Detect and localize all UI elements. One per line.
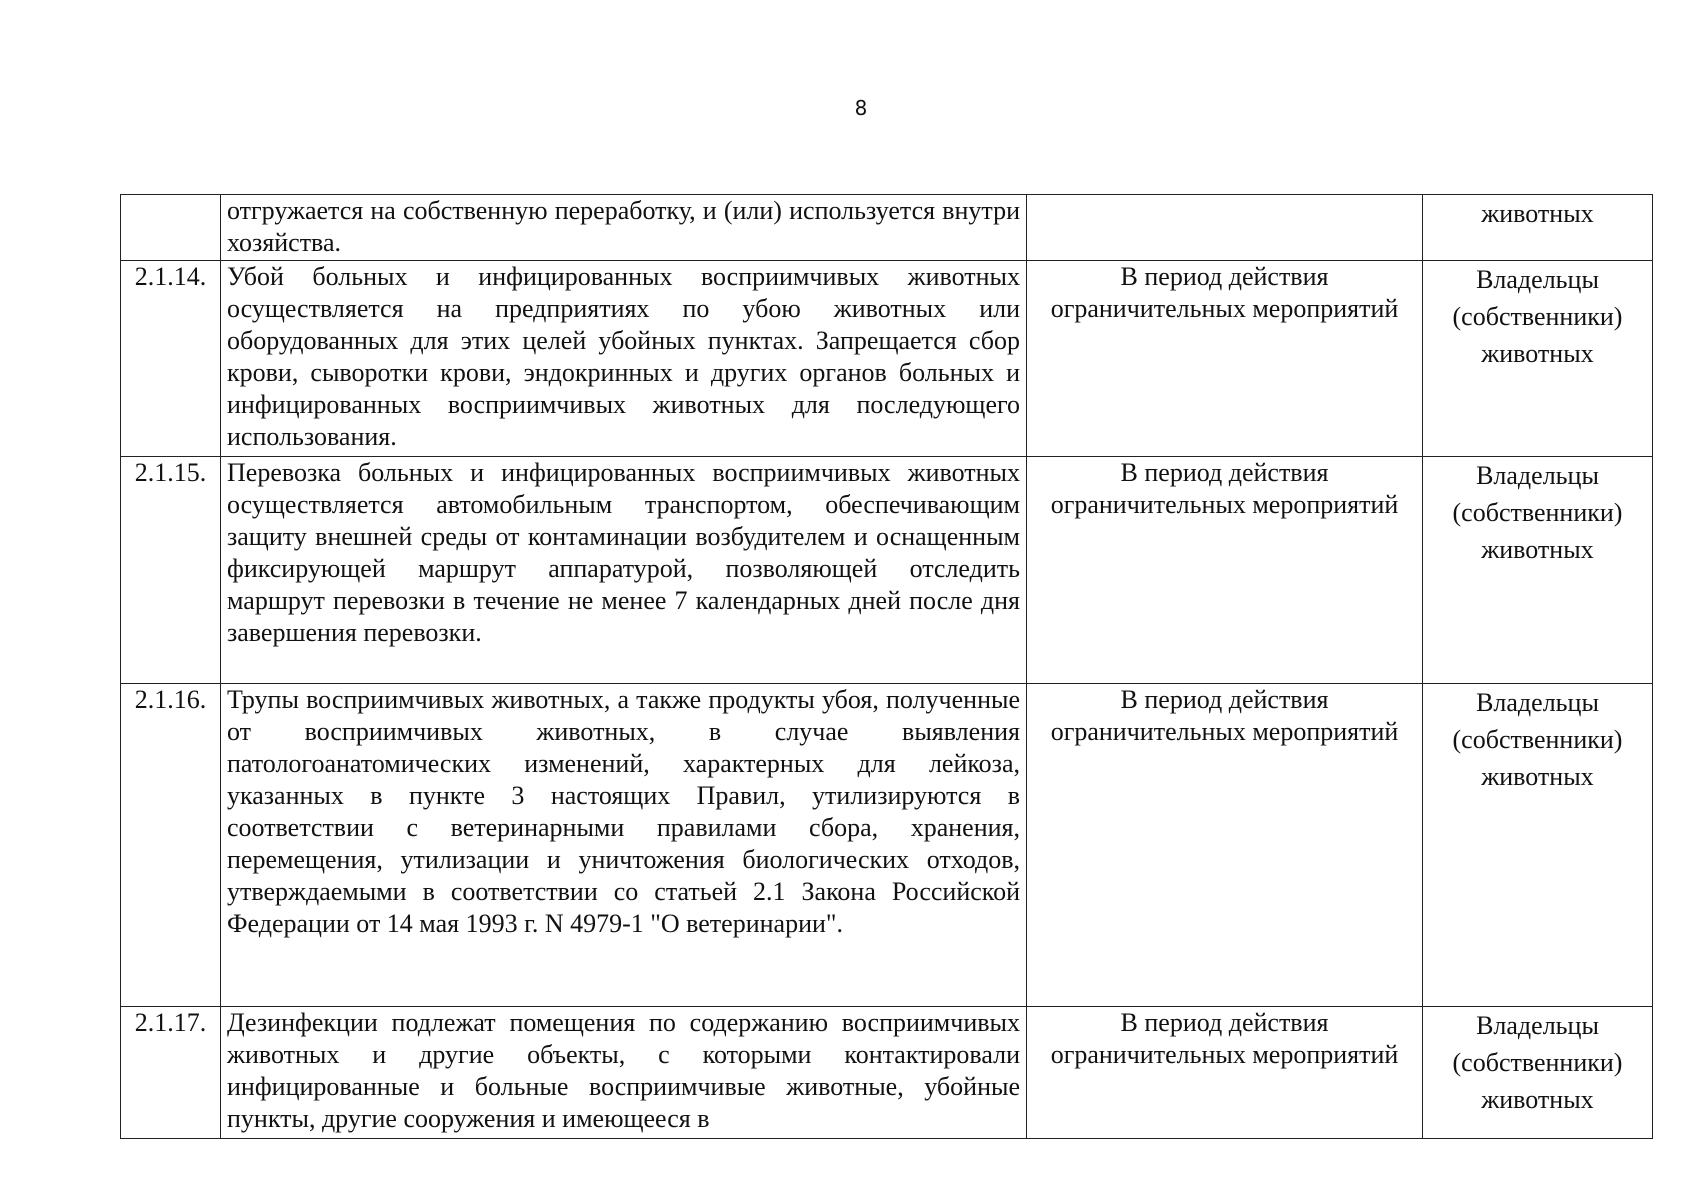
measure-text: Трупы восприимчивых животных, а также продукты убоя, полученные от восприимчивых животных, в случае выявления патологоанатомических изменений, характерных для лейкоза, указанных в пункте 3 настоящих Правил, утилизируются в соответствии с ветеринарными правилами сбора, хранения, перемещения, утилизации и уничтожения биологических отходов, утверждаемыми в соответствии со статьей 2.1 Закона Российской Федерации от 14 мая 1993 г. N 4979-1 "О ветеринарии". xyxy=(221,684,1027,1007)
item-number: 2.1.17. xyxy=(121,1007,221,1139)
measure-text: отгружается на собственную переработку, и (или) используется внутри хозяйства. xyxy=(221,195,1027,261)
item-number xyxy=(121,195,221,261)
measure-text: Перевозка больных и инфицированных восприимчивых животных осуществляется автомобильным транспортом, обеспечивающим защиту внешней среды от контаминации возбудителем и оснащенным фиксирующей маршрут аппаратурой, позволяющей отследить маршрут перевозки в течение не менее 7 календарных дней после дня завершения перевозки. xyxy=(221,457,1027,684)
table-row xyxy=(121,195,1653,261)
responsible-text: Владельцы (собственники) животных xyxy=(1423,1007,1653,1139)
page-number: 8 xyxy=(854,96,868,120)
measure-text: Дезинфекции подлежат помещения по содержанию восприимчивых животных и другие объекты, с которыми контактировали инфицированные и больные восприимчивые животные, убойные пункты, другие сооружения и имеющееся в xyxy=(221,1007,1027,1139)
responsible-text: животных xyxy=(1423,195,1653,261)
period-text: В период действия ограничительных мероприятий xyxy=(1027,684,1423,1007)
table-row xyxy=(121,261,1653,457)
table-row xyxy=(121,684,1653,1007)
measure-text: Убой больных и инфицированных восприимчивых животных осуществляется на предприятиях по убою животных или оборудованных для этих целей убойных пунктах. Запрещается сбор крови, сыворотки крови, эндокринных и других органов больных и инфицированных восприимчивых животных для последующего использования. xyxy=(221,261,1027,457)
period-text: В период действия ограничительных мероприятий xyxy=(1027,1007,1423,1139)
responsible-text: Владельцы (собственники) животных xyxy=(1423,457,1653,684)
item-number: 2.1.14. xyxy=(121,261,221,457)
table-row xyxy=(121,457,1653,684)
responsible-text: Владельцы (собственники) животных xyxy=(1423,261,1653,457)
responsible-text: Владельцы (собственники) животных xyxy=(1423,684,1653,1007)
item-number: 2.1.16. xyxy=(121,684,221,1007)
measures-table xyxy=(120,194,1653,1139)
period-text xyxy=(1027,195,1423,261)
item-number: 2.1.15. xyxy=(121,457,221,684)
table-row xyxy=(121,1007,1653,1139)
period-text: В период действия ограничительных мероприятий xyxy=(1027,457,1423,684)
period-text: В период действия ограничительных мероприятий xyxy=(1027,261,1423,457)
